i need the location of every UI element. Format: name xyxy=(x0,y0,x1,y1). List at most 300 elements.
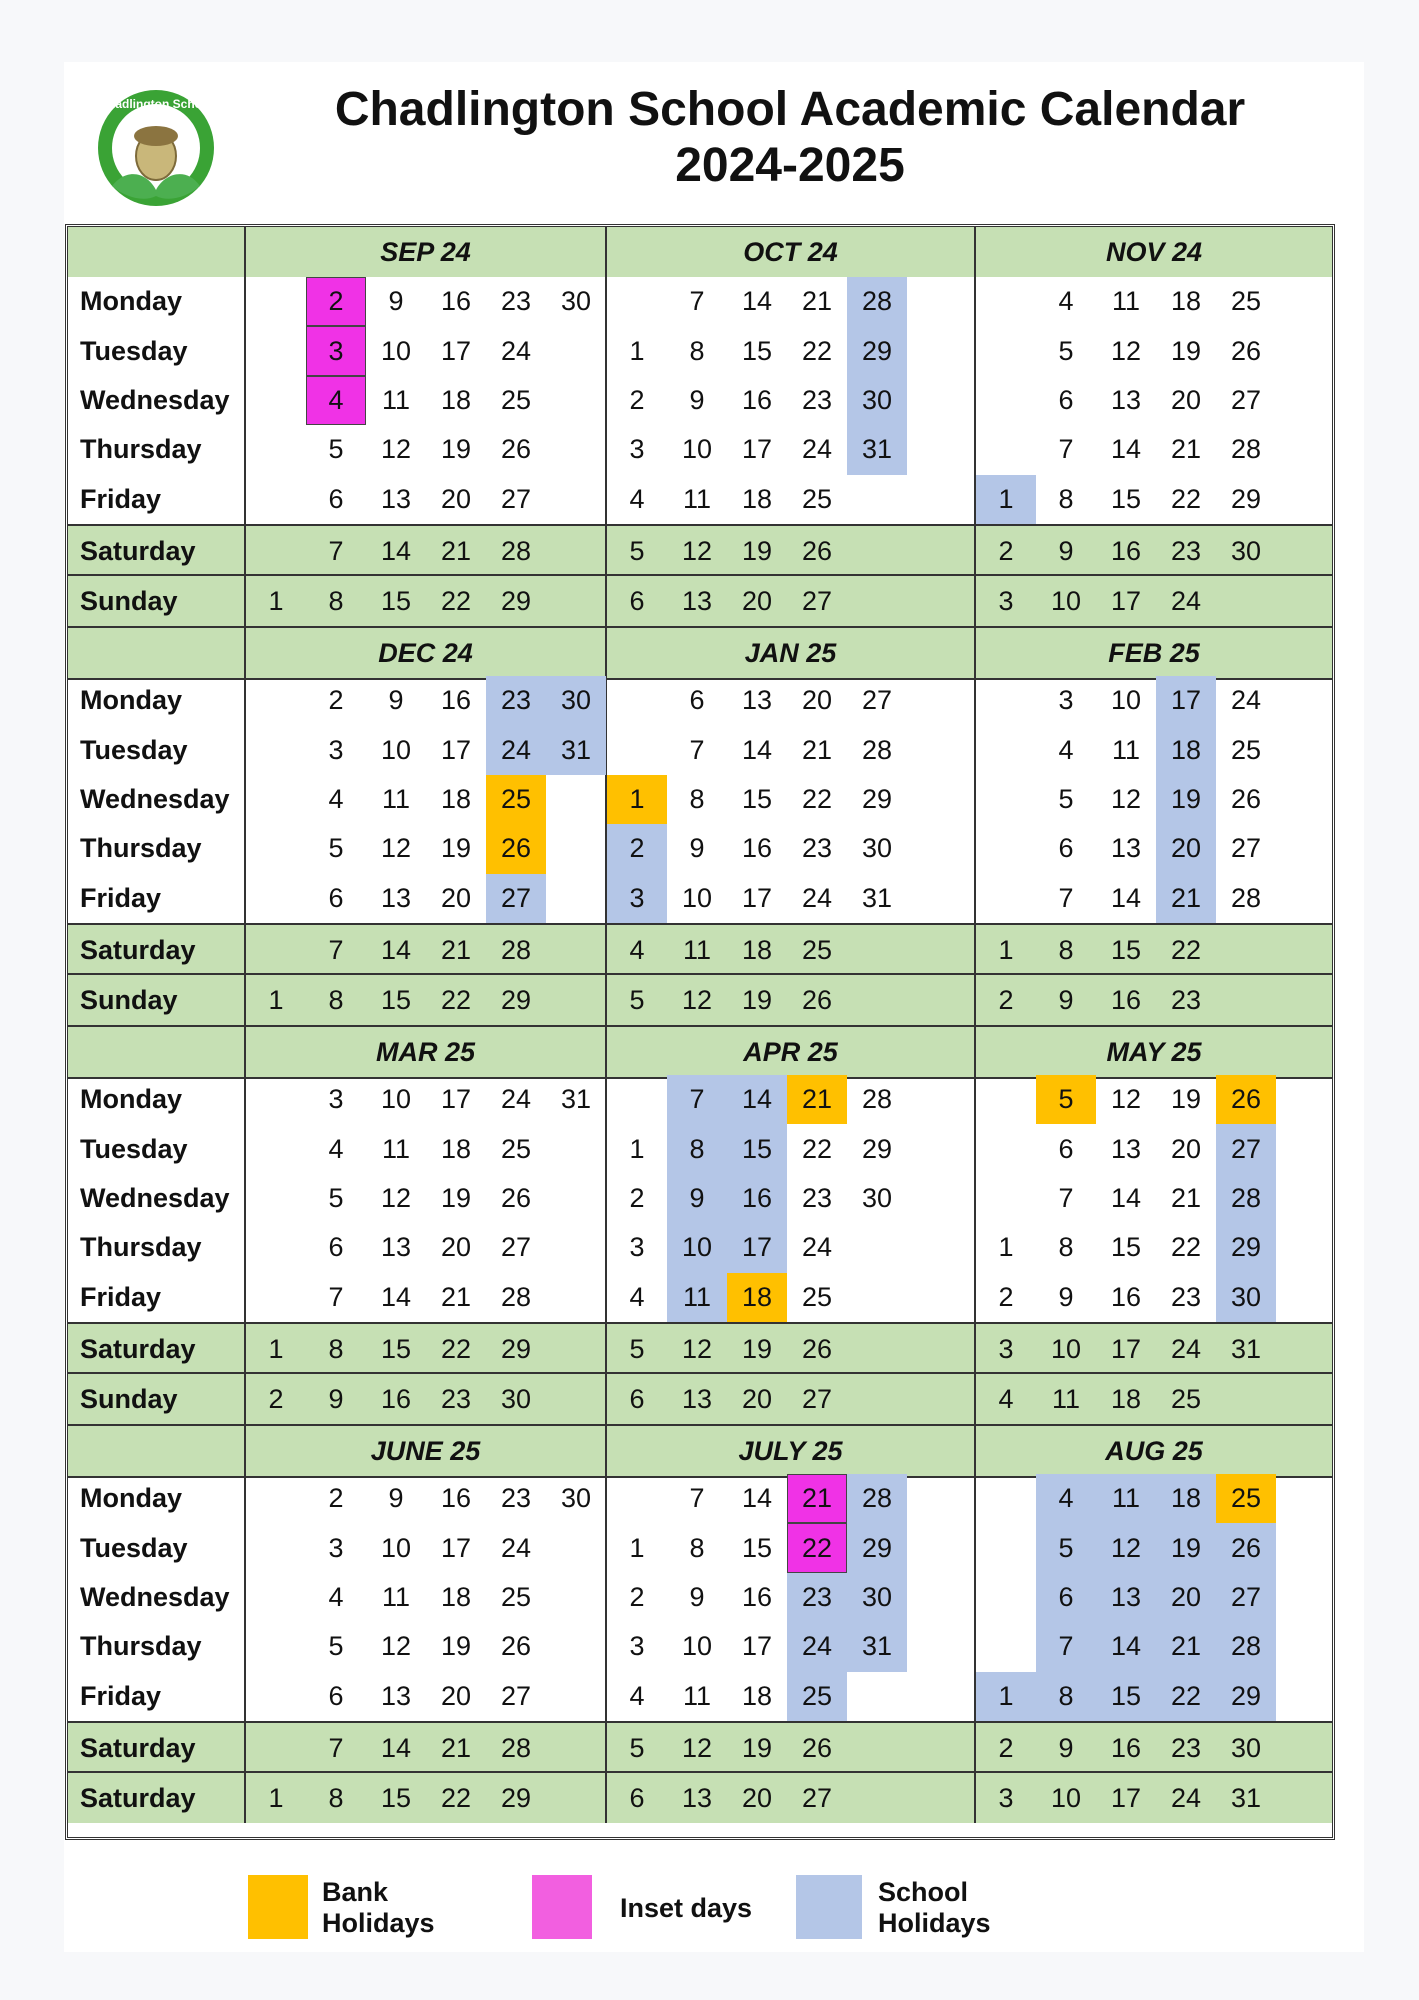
date-cell xyxy=(847,1374,907,1424)
date-cell: 25 xyxy=(801,934,833,965)
date-cell: 25 xyxy=(500,1581,532,1612)
date-cell xyxy=(907,725,967,774)
date-cell: 11 xyxy=(381,783,411,814)
date-cell: 5 xyxy=(629,535,645,566)
date-cell: 18 xyxy=(440,1133,472,1164)
date-cell: 16 xyxy=(1110,1281,1142,1312)
month-week-cells xyxy=(246,775,607,824)
date-cell xyxy=(1276,874,1335,923)
date-cell: 11 xyxy=(381,384,411,415)
date-cell xyxy=(1276,1723,1335,1773)
weekend-row xyxy=(68,973,1332,1025)
day-label: Monday xyxy=(68,277,246,326)
date-cell xyxy=(1216,975,1276,1025)
date-cell: 4 xyxy=(1058,734,1074,765)
date-cell: 3 xyxy=(607,874,667,923)
date-cell: 25 xyxy=(801,483,833,514)
date-cell: 8 xyxy=(328,585,344,616)
date-cell: 26 xyxy=(1216,1523,1276,1572)
month-week-cells xyxy=(607,925,976,975)
date-cell xyxy=(907,1273,967,1322)
month-week-cells xyxy=(607,1573,976,1622)
date-cell: 14 xyxy=(380,1281,412,1312)
date-cell: 9 xyxy=(1058,535,1074,566)
month-week-cells xyxy=(246,1523,607,1572)
day-label: Saturday xyxy=(68,1324,246,1374)
day-label: Monday xyxy=(68,676,246,725)
date-cell: 29 xyxy=(1216,1223,1276,1272)
date-cell: 26 xyxy=(500,434,532,465)
date-cell: 28 xyxy=(847,277,907,326)
date-cell xyxy=(607,277,667,326)
date-cell: 24 xyxy=(500,1532,532,1563)
date-cell: 24 xyxy=(1170,1782,1202,1813)
bank-holiday-label: Bank Holidays xyxy=(322,1877,435,1938)
date-cell: 22 xyxy=(440,1782,472,1813)
month-week-cells xyxy=(607,676,976,725)
month-week-cells xyxy=(607,277,976,326)
date-cell xyxy=(976,725,1036,774)
month-header-cell xyxy=(246,227,607,277)
date-cell: 25 xyxy=(801,1281,833,1312)
date-cell xyxy=(1276,1474,1335,1523)
date-cell: 20 xyxy=(440,882,472,913)
date-cell: 2 xyxy=(629,1581,645,1612)
date-cell xyxy=(976,1573,1036,1622)
month-week-cells xyxy=(607,326,976,375)
date-cell: 17 xyxy=(741,882,773,913)
date-cell xyxy=(976,676,1036,725)
date-cell: 12 xyxy=(681,1333,713,1364)
date-cell: 31 xyxy=(560,1084,592,1115)
month-week-cells xyxy=(976,1124,1332,1173)
month-header-row xyxy=(68,227,1332,277)
day-label: Wednesday xyxy=(68,376,246,425)
date-cell xyxy=(607,1474,667,1523)
date-cell: 13 xyxy=(380,483,412,514)
month-header-cell xyxy=(976,1027,1332,1077)
month-week-cells xyxy=(976,925,1332,975)
month-name: MAY 25 xyxy=(1106,1036,1202,1067)
date-cell: 19 xyxy=(741,535,773,566)
date-cell: 28 xyxy=(500,1732,532,1763)
date-cell: 30 xyxy=(861,1182,893,1213)
date-cell xyxy=(546,925,606,975)
date-cell: 28 xyxy=(1216,1174,1276,1223)
month-header-cell xyxy=(976,1426,1332,1476)
date-cell xyxy=(546,1573,606,1622)
date-cell: 8 xyxy=(328,984,344,1015)
month-week-cells xyxy=(976,1622,1332,1671)
month-name: JULY 25 xyxy=(738,1435,843,1466)
date-cell: 24 xyxy=(500,1084,532,1115)
date-cell: 29 xyxy=(1230,483,1262,514)
date-cell xyxy=(546,975,606,1025)
date-cell xyxy=(1276,1324,1335,1374)
date-cell: 27 xyxy=(500,483,532,514)
date-cell: 3 xyxy=(998,585,1014,616)
weekend-row xyxy=(68,1372,1332,1424)
date-cell: 20 xyxy=(440,1680,472,1711)
date-cell: 15 xyxy=(1110,934,1142,965)
date-cell: 6 xyxy=(328,483,344,514)
date-cell xyxy=(1276,1672,1335,1721)
date-cell: 25 xyxy=(486,775,546,824)
title-line-1: Chadlington School Academic Calendar xyxy=(334,83,1246,136)
date-cell xyxy=(907,874,967,923)
date-cell: 5 xyxy=(328,1631,344,1662)
date-cell xyxy=(546,1374,606,1424)
month-header-cell xyxy=(607,227,976,277)
date-cell: 28 xyxy=(500,934,532,965)
date-cell xyxy=(546,1273,606,1322)
month-week-cells xyxy=(607,376,976,425)
month-week-cells xyxy=(607,1622,976,1671)
weekday-row xyxy=(68,1273,1332,1322)
date-cell: 14 xyxy=(727,1075,787,1124)
date-cell: 21 xyxy=(1156,874,1216,923)
date-cell: 17 xyxy=(1110,1782,1142,1813)
month-week-cells xyxy=(246,1474,607,1523)
month-week-cells xyxy=(246,425,607,474)
weekday-row xyxy=(68,326,1332,375)
month-week-cells xyxy=(246,1273,607,1322)
date-cell xyxy=(246,1723,306,1773)
date-cell xyxy=(976,1075,1036,1124)
date-cell: 12 xyxy=(380,434,412,465)
date-cell: 17 xyxy=(741,1631,773,1662)
month-week-cells xyxy=(976,1374,1332,1424)
date-cell: 4 xyxy=(1036,1474,1096,1523)
date-cell xyxy=(246,824,306,873)
month-week-cells xyxy=(607,1723,976,1773)
date-cell: 13 xyxy=(681,585,713,616)
date-cell xyxy=(847,975,907,1025)
date-cell xyxy=(1276,676,1335,725)
date-cell xyxy=(907,1174,967,1223)
date-cell: 21 xyxy=(1156,1622,1216,1671)
date-cell xyxy=(546,1723,606,1773)
month-name: FEB 25 xyxy=(1108,637,1200,668)
month-week-cells xyxy=(976,1672,1332,1721)
month-week-cells xyxy=(607,1374,976,1424)
date-cell: 21 xyxy=(440,535,472,566)
date-cell: 30 xyxy=(847,1573,907,1622)
date-cell: 23 xyxy=(500,286,532,317)
date-cell xyxy=(1276,277,1335,326)
date-cell: 9 xyxy=(1058,1732,1074,1763)
date-cell: 10 xyxy=(1050,1782,1082,1813)
date-cell: 15 xyxy=(380,984,412,1015)
title-line-2: 2024-2025 xyxy=(675,139,905,192)
day-label: Friday xyxy=(68,1672,246,1721)
date-cell xyxy=(246,1223,306,1272)
date-cell: 6 xyxy=(1058,384,1074,415)
date-cell: 6 xyxy=(629,585,645,616)
date-cell: 18 xyxy=(1156,1474,1216,1523)
month-header-cell xyxy=(246,628,607,678)
weekday-row xyxy=(68,1174,1332,1223)
date-cell: 1 xyxy=(629,1133,645,1164)
date-cell xyxy=(1216,925,1276,975)
date-cell xyxy=(976,277,1036,326)
date-cell: 29 xyxy=(500,1782,532,1813)
date-cell: 21 xyxy=(1170,1182,1202,1213)
date-cell xyxy=(246,326,306,375)
date-cell xyxy=(847,475,907,524)
month-week-cells xyxy=(607,1523,976,1572)
date-cell: 28 xyxy=(1216,1622,1276,1671)
date-cell: 20 xyxy=(1156,824,1216,873)
date-cell xyxy=(546,475,606,524)
date-cell xyxy=(546,425,606,474)
date-cell: 20 xyxy=(1156,1573,1216,1622)
month-week-cells xyxy=(246,277,607,326)
date-cell: 13 xyxy=(380,1232,412,1263)
date-cell: 9 xyxy=(689,1581,705,1612)
date-cell: 10 xyxy=(1050,585,1082,616)
month-week-cells xyxy=(607,1124,976,1173)
date-cell: 27 xyxy=(1230,833,1262,864)
date-cell: 1 xyxy=(268,1782,284,1813)
weekday-row xyxy=(68,874,1332,923)
date-cell xyxy=(1216,576,1276,626)
date-cell: 19 xyxy=(741,1333,773,1364)
date-cell: 13 xyxy=(1110,833,1142,864)
date-cell: 4 xyxy=(306,376,366,425)
date-cell: 24 xyxy=(801,434,833,465)
date-cell xyxy=(546,576,606,626)
date-cell xyxy=(607,676,667,725)
date-cell xyxy=(246,1124,306,1173)
date-cell xyxy=(546,1773,606,1823)
date-cell: 14 xyxy=(1110,882,1142,913)
date-cell: 10 xyxy=(380,734,412,765)
date-cell: 24 xyxy=(1170,585,1202,616)
date-cell: 16 xyxy=(727,1174,787,1223)
date-cell: 11 xyxy=(682,1680,712,1711)
month-week-cells xyxy=(607,775,976,824)
month-week-cells xyxy=(607,526,976,576)
date-cell xyxy=(246,1273,306,1322)
date-cell: 12 xyxy=(1096,1523,1156,1572)
date-cell: 19 xyxy=(1170,335,1202,366)
weekday-row xyxy=(68,1474,1332,1523)
date-cell xyxy=(907,425,967,474)
date-cell: 20 xyxy=(741,585,773,616)
date-cell: 1 xyxy=(976,475,1036,524)
date-cell: 17 xyxy=(440,1084,472,1115)
day-label: Saturday xyxy=(68,1723,246,1773)
date-cell: 21 xyxy=(1170,434,1202,465)
date-cell: 20 xyxy=(741,1782,773,1813)
month-header-cell xyxy=(246,1426,607,1476)
date-cell: 30 xyxy=(1230,1732,1262,1763)
date-cell: 14 xyxy=(1110,1182,1142,1213)
date-cell: 17 xyxy=(440,335,472,366)
date-cell xyxy=(546,376,606,425)
date-cell xyxy=(976,326,1036,375)
date-cell: 31 xyxy=(861,882,893,913)
date-cell: 21 xyxy=(801,734,833,765)
month-week-cells xyxy=(607,576,976,626)
date-cell: 9 xyxy=(388,685,404,716)
date-cell: 14 xyxy=(741,286,773,317)
date-cell: 21 xyxy=(787,1075,847,1124)
date-cell: 14 xyxy=(741,734,773,765)
date-cell: 28 xyxy=(861,734,893,765)
date-cell: 6 xyxy=(689,685,705,716)
weekend-row xyxy=(68,1771,1332,1823)
day-label: Sunday xyxy=(68,1374,246,1424)
date-cell: 11 xyxy=(1051,1383,1081,1414)
day-label: Sunday xyxy=(68,975,246,1025)
date-cell: 11 xyxy=(1111,734,1141,765)
date-cell: 18 xyxy=(741,934,773,965)
date-cell: 19 xyxy=(1156,775,1216,824)
month-week-cells xyxy=(607,1223,976,1272)
date-cell xyxy=(1276,576,1335,626)
date-cell: 22 xyxy=(801,335,833,366)
date-cell: 13 xyxy=(681,1383,713,1414)
month-week-cells xyxy=(246,1773,607,1823)
date-cell: 13 xyxy=(380,882,412,913)
weekend-row xyxy=(68,1721,1332,1773)
date-cell: 19 xyxy=(440,833,472,864)
date-cell xyxy=(1276,1124,1335,1173)
date-cell: 21 xyxy=(787,1474,847,1523)
date-cell: 4 xyxy=(629,934,645,965)
date-cell: 4 xyxy=(1058,286,1074,317)
date-cell: 14 xyxy=(1110,434,1142,465)
date-cell: 1 xyxy=(607,775,667,824)
date-cell: 23 xyxy=(1170,535,1202,566)
month-week-cells xyxy=(976,824,1332,873)
date-cell: 1 xyxy=(268,585,284,616)
date-cell: 10 xyxy=(681,882,713,913)
date-cell xyxy=(1276,1273,1335,1322)
date-cell: 24 xyxy=(1230,685,1262,716)
date-cell: 10 xyxy=(1110,685,1142,716)
date-cell: 15 xyxy=(1110,1232,1142,1263)
date-cell: 5 xyxy=(629,984,645,1015)
date-cell xyxy=(246,475,306,524)
date-cell: 20 xyxy=(1170,384,1202,415)
date-cell: 15 xyxy=(727,1124,787,1173)
date-cell: 22 xyxy=(440,585,472,616)
date-cell: 2 xyxy=(328,1483,344,1514)
date-cell: 5 xyxy=(328,434,344,465)
date-cell xyxy=(907,824,967,873)
date-cell: 17 xyxy=(440,1532,472,1563)
date-cell xyxy=(246,1573,306,1622)
month-week-cells xyxy=(246,1374,607,1424)
date-cell: 17 xyxy=(1110,1333,1142,1364)
month-week-cells xyxy=(976,326,1332,375)
date-cell: 15 xyxy=(1096,1672,1156,1721)
date-cell: 24 xyxy=(500,335,532,366)
date-cell: 2 xyxy=(268,1383,284,1414)
date-cell xyxy=(907,1374,967,1424)
date-cell: 25 xyxy=(1230,286,1262,317)
date-cell: 26 xyxy=(486,824,546,873)
date-cell xyxy=(546,775,606,824)
weekday-row xyxy=(68,475,1332,524)
date-cell: 22 xyxy=(1170,934,1202,965)
date-cell xyxy=(246,775,306,824)
date-cell: 16 xyxy=(440,685,472,716)
date-cell: 28 xyxy=(861,1084,893,1115)
date-cell: 8 xyxy=(689,783,705,814)
date-cell: 12 xyxy=(380,833,412,864)
date-cell: 27 xyxy=(1230,384,1262,415)
date-cell: 27 xyxy=(801,585,833,616)
date-cell: 15 xyxy=(380,1333,412,1364)
school-holiday-label: School Holidays xyxy=(878,1877,991,1938)
date-cell: 24 xyxy=(1170,1333,1202,1364)
month-week-cells xyxy=(976,1075,1332,1124)
date-cell: 4 xyxy=(998,1383,1014,1414)
date-cell xyxy=(546,526,606,576)
school-logo xyxy=(88,86,224,216)
date-cell: 10 xyxy=(681,1631,713,1662)
month-week-cells xyxy=(607,425,976,474)
month-header-row xyxy=(68,1025,1332,1079)
date-cell: 28 xyxy=(500,535,532,566)
date-cell: 15 xyxy=(380,585,412,616)
date-cell: 23 xyxy=(801,833,833,864)
date-cell: 26 xyxy=(801,1333,833,1364)
date-cell: 8 xyxy=(328,1333,344,1364)
date-cell: 1 xyxy=(998,934,1014,965)
date-cell: 23 xyxy=(440,1383,472,1414)
date-cell xyxy=(246,1174,306,1223)
date-cell: 3 xyxy=(328,1532,344,1563)
date-cell: 7 xyxy=(328,535,344,566)
date-cell: 2 xyxy=(328,685,344,716)
date-cell xyxy=(847,1273,907,1322)
month-week-cells xyxy=(246,824,607,873)
date-cell: 10 xyxy=(667,1223,727,1272)
date-cell: 27 xyxy=(801,1383,833,1414)
date-cell: 23 xyxy=(486,676,546,725)
date-cell: 21 xyxy=(801,286,833,317)
date-cell: 23 xyxy=(787,1573,847,1622)
date-cell xyxy=(246,676,306,725)
month-week-cells xyxy=(607,1773,976,1823)
date-cell: 20 xyxy=(801,685,833,716)
date-cell: 24 xyxy=(787,1622,847,1671)
date-cell: 18 xyxy=(1170,286,1202,317)
date-cell xyxy=(907,277,967,326)
date-cell xyxy=(907,1523,967,1572)
date-cell: 7 xyxy=(1058,1182,1074,1213)
date-cell xyxy=(976,376,1036,425)
date-cell: 12 xyxy=(681,1732,713,1763)
month-name: JUNE 25 xyxy=(370,1435,481,1466)
date-cell xyxy=(976,425,1036,474)
day-label: Thursday xyxy=(68,1622,246,1671)
date-cell: 9 xyxy=(388,286,404,317)
month-name: MAR 25 xyxy=(375,1036,476,1067)
day-label: Wednesday xyxy=(68,1174,246,1223)
month-header-cell xyxy=(976,628,1332,678)
month-week-cells xyxy=(607,725,976,774)
date-cell: 19 xyxy=(1156,1523,1216,1572)
date-cell: 8 xyxy=(1058,483,1074,514)
date-cell: 8 xyxy=(667,1124,727,1173)
date-cell: 19 xyxy=(1170,1084,1202,1115)
